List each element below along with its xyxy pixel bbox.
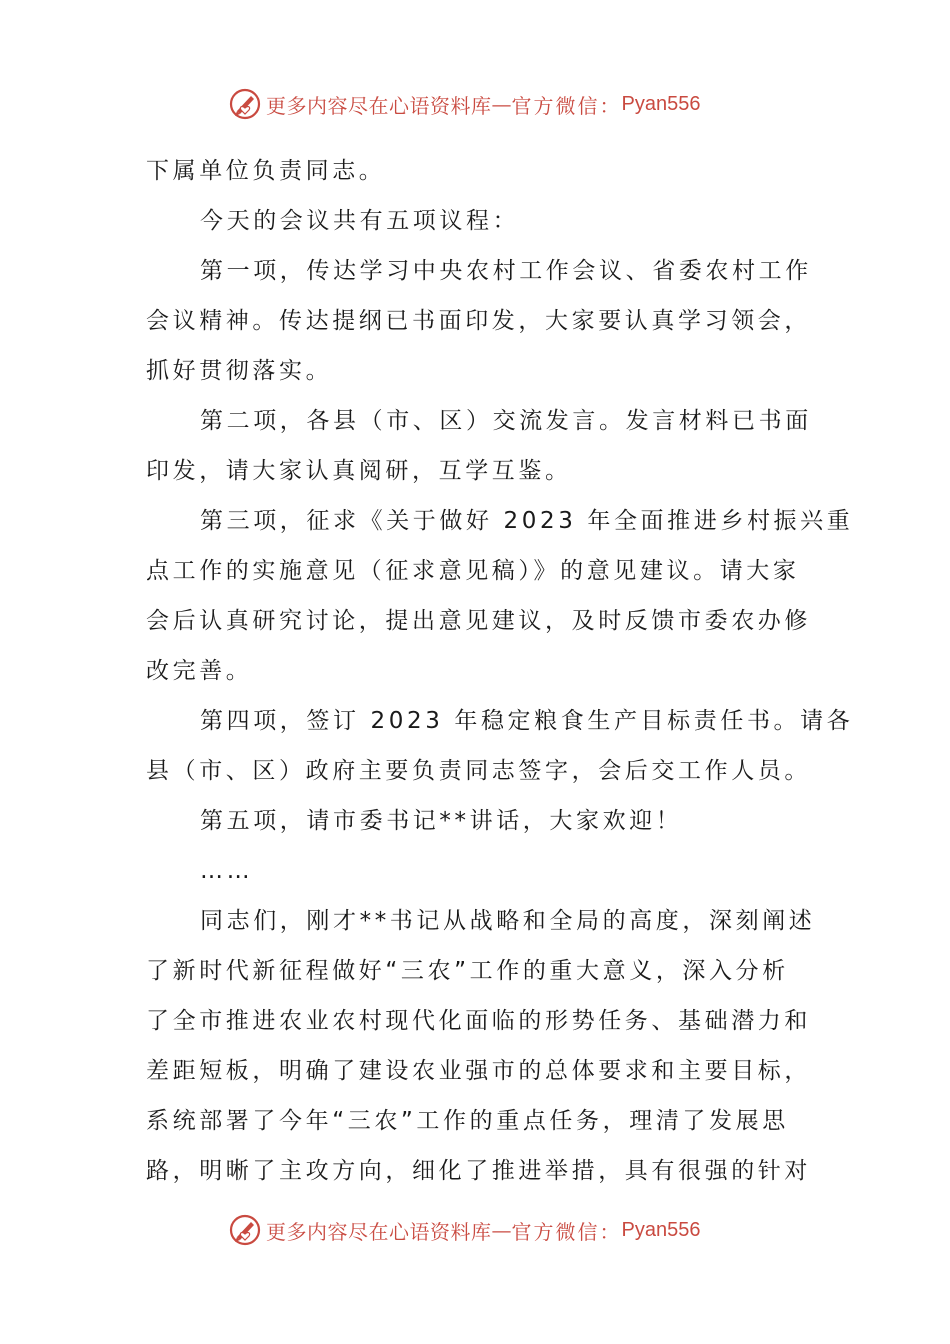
watermark-id: Pyan556 <box>621 92 701 115</box>
text-line: 第三项，征求《关于做好 2023 年全面推进乡村振兴重 <box>200 508 854 534</box>
watermark-dash: — <box>491 1218 512 1242</box>
text-line: 今天的会议共有五项议程： <box>200 208 520 234</box>
text-line: 差距短板，明确了建设农业强市的总体要求和主要目标， <box>146 1058 811 1084</box>
text-line: 系统部署了今年“三农”工作的重点任务，理清了发展思 <box>146 1108 789 1134</box>
text-line: 印发，请大家认真阅研，互学互鉴。 <box>146 458 572 484</box>
watermark-dash: — <box>491 92 512 116</box>
watermark-id: Pyan556 <box>621 1218 701 1241</box>
text-line: 了全市推进农业农村现代化面临的形势任务、基础潜力和 <box>146 1008 811 1034</box>
text-line: …… <box>200 858 254 884</box>
text-line: 路，明晰了主攻方向，细化了推进举措，具有很强的针对 <box>146 1158 811 1184</box>
text-line: 会议精神。传达提纲已书面印发，大家要认真学习领会， <box>146 308 811 334</box>
text-line: 第五项，请市委书记**讲话，大家欢迎！ <box>200 808 683 834</box>
text-line: 下属单位负责同志。 <box>146 158 386 184</box>
text-line: 县（市、区）政府主要负责同志签字，会后交工作人员。 <box>146 758 811 784</box>
watermark-site: 更多内容尽在心语资料库 <box>266 1219 492 1244</box>
text-line: 第二项，各县（市、区）交流发言。发言材料已书面 <box>200 408 812 434</box>
footer-watermark <box>228 1210 748 1250</box>
pen-heart-logo <box>228 1213 262 1247</box>
text-line: 第四项，签订 2023 年稳定粮食生产目标责任书。请各 <box>200 708 854 734</box>
text-line: 会后认真研究讨论，提出意见建议，及时反馈市委农办修 <box>146 608 811 634</box>
header-watermark <box>228 84 748 124</box>
watermark-site: 更多内容尽在心语资料库 <box>266 93 492 118</box>
text-line: 点工作的实施意见（征求意见稿）》的意见建议。请大家 <box>146 558 800 584</box>
text-line: 同志们，刚才**书记从战略和全局的高度，深刻阐述 <box>200 908 816 934</box>
pen-heart-logo <box>228 87 262 121</box>
text-line: 第一项，传达学习中央农村工作会议、省委农村工作 <box>200 258 812 284</box>
text-line: 改完善。 <box>146 658 253 684</box>
document-body <box>146 146 854 1196</box>
watermark-label: 官方微信： <box>511 93 622 118</box>
text-line: 了新时代新征程做好“三农”工作的重大意义，深入分析 <box>146 958 789 984</box>
watermark-label: 官方微信： <box>511 1219 622 1244</box>
text-line: 抓好贯彻落实。 <box>146 358 333 384</box>
